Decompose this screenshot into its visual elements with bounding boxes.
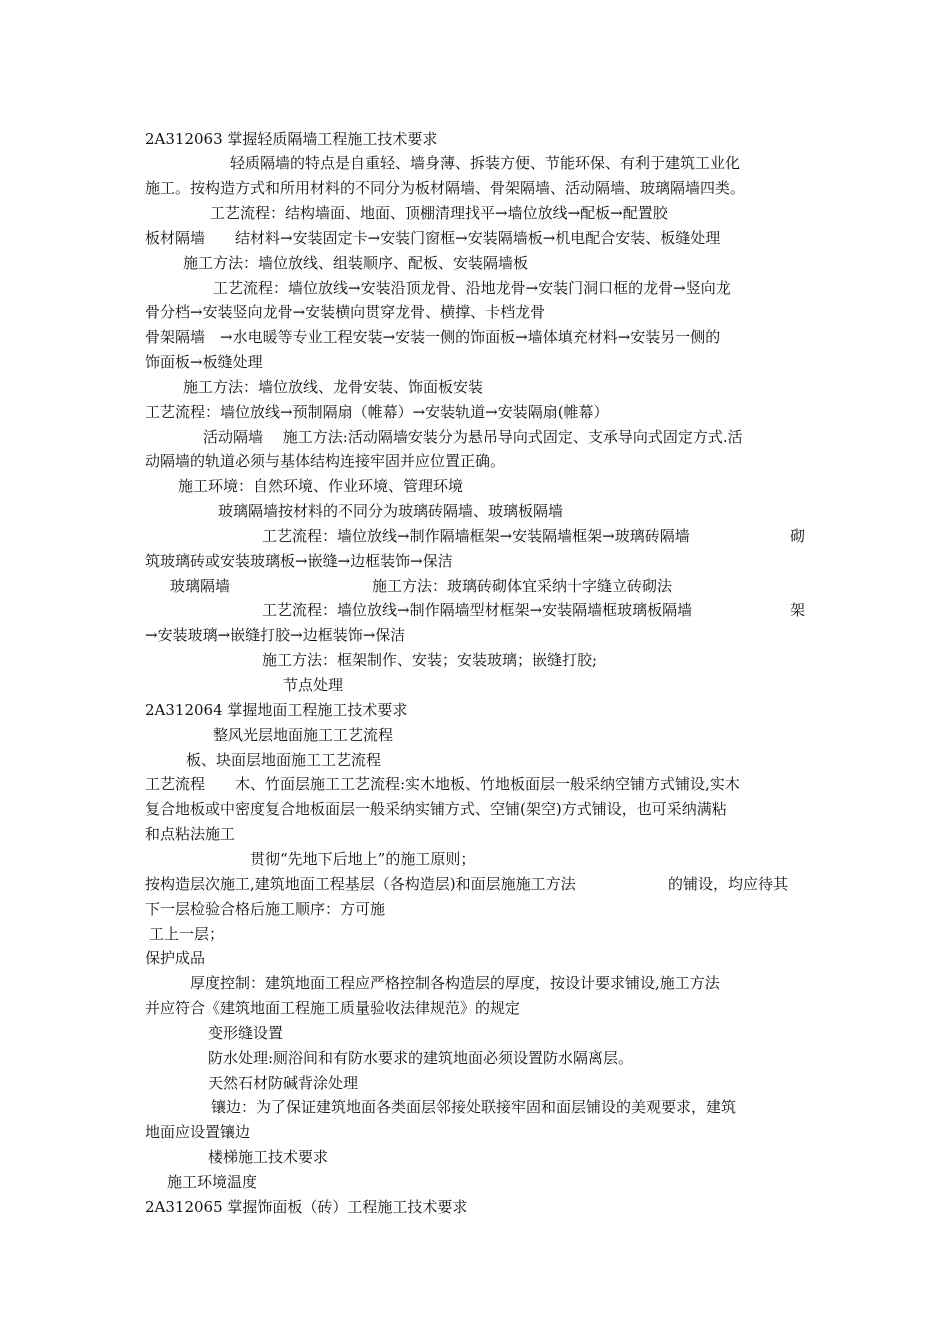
text-line: 骨架隔墙 →水电暖等专业工程安装→安装一侧的饰面板→墙体填充材料→安装另一侧的 xyxy=(145,328,721,346)
text-line: 玻璃隔墙按材料的不同分为玻璃砖隔墙、玻璃板隔墙 xyxy=(218,502,564,520)
text-line: 下一层检验合格后施工顺序：方可施 xyxy=(145,900,386,918)
text-line: 工上一层； xyxy=(149,925,225,943)
text-line: 玻璃隔墙 xyxy=(170,577,231,595)
text-line: 活动隔墙 施工方法:活动隔墙安装分为悬吊导向式固定、支承导向式固定方式.活 xyxy=(203,428,743,446)
text-line: 整风光层地面施工工艺流程 xyxy=(213,726,394,744)
text-line: 动隔墙的轨道必须与基体结构连接牢固并应位置正确。 xyxy=(145,452,506,470)
text-line: 镶边：为了保证建筑地面各类面层邻接处联接牢固和面层铺设的美观要求，建筑 xyxy=(211,1098,737,1116)
text-line: 和点粘法施工 xyxy=(145,825,236,843)
text-line: 节点处理 xyxy=(283,676,344,694)
text-line: 施工方法：墙位放线、组装顺序、配板、安装隔墙板 xyxy=(183,254,529,272)
text-line: 变形缝设置 xyxy=(208,1024,284,1042)
text-line: 施工方法：框架制作、安装；安装玻璃；嵌缝打胶; xyxy=(262,651,598,669)
section-heading-2a312063: 2A312063 掌握轻质隔墙工程施工技术要求 xyxy=(145,130,438,148)
text-line: 工艺流程：墙位放线→制作隔墙框架→安装隔墙框架→玻璃砖隔墙 xyxy=(262,527,690,545)
text-line: 施工环境：自然环境、作业环境、管理环境 xyxy=(178,477,464,495)
text-line: 施工。按构造方式和所用材料的不同分为板材隔墙、骨架隔墙、活动隔墙、玻璃隔墙四类。 xyxy=(145,179,746,197)
text-line: 施工方法：墙位放线、龙骨安装、饰面板安装 xyxy=(183,378,484,396)
section-heading-2a312064: 2A312064 掌握地面工程施工技术要求 xyxy=(145,701,408,719)
text-line: 板材隔墙 结材料→安装固定卡→安装门窗框→安装隔墙板→机电配合安装、板缝处理 xyxy=(145,229,721,247)
text-fragment: 架 xyxy=(790,601,806,619)
text-line: 并应符合《建筑地面工程施工质量验收法律规范》的规定 xyxy=(145,999,521,1017)
text-line: 防水处理:厕浴间和有防水要求的建筑地面必须设置防水隔离层。 xyxy=(208,1049,634,1067)
text-line: 筑玻璃砖或安装玻璃板→嵌缝→边框装饰→保洁 xyxy=(145,552,453,570)
text-line: 保护成品 xyxy=(145,949,206,967)
text-line: 贯彻“先地下后地上”的施工原则； xyxy=(250,850,476,868)
text-line: 楼梯施工技术要求 xyxy=(208,1148,329,1166)
text-fragment: 的铺设，均应待其 xyxy=(668,875,789,893)
text-line: 工艺流程：墙位放线→预制隔扇（帷幕）→安装轨道→安装隔扇(帷幕） xyxy=(145,403,609,421)
text-line: 板、块面层地面施工工艺流程 xyxy=(186,751,382,769)
text-line: 工艺流程 木、竹面层施工工艺流程:实木地板、竹地板面层一般采纳空铺方式铺设,实木 xyxy=(145,775,740,793)
text-line: 地面应设置镶边 xyxy=(145,1123,251,1141)
text-line: 按构造层次施工,建筑地面工程基层（各构造层)和面层施施工方法 xyxy=(145,875,576,893)
text-line: 复合地板或中密度复合地板面层一般采纳实铺方式、空铺(架空)方式铺设，也可采纳满粘 xyxy=(145,800,727,818)
text-line: →安装玻璃→嵌缝打胶→边框装饰→保洁 xyxy=(145,626,406,644)
text-line: 施工环境温度 xyxy=(167,1173,258,1191)
text-line: 工艺流程：墙位放线→安装沿顶龙骨、沿地龙骨→安装门洞口框的龙骨→竖向龙 xyxy=(213,279,731,297)
text-line: 天然石材防碱背涂处理 xyxy=(208,1074,359,1092)
section-heading-2a312065: 2A312065 掌握饰面板（砖）工程施工技术要求 xyxy=(145,1198,468,1216)
text-line: 饰面板→板缝处理 xyxy=(145,353,263,371)
text-line: 工艺流程：墙位放线→制作隔墙型材框架→安装隔墙框玻璃板隔墙 xyxy=(262,601,693,619)
text-line: 工艺流程：结构墙面、地面、顶棚清理找平→墙位放线→配板→配置胶 xyxy=(210,204,668,222)
text-line: 骨分档→安装竖向龙骨→安装横向贯穿龙骨、横撑、卡档龙骨 xyxy=(145,303,546,321)
text-fragment: 砌 xyxy=(790,527,806,545)
text-line: 轻质隔墙的特点是自重轻、墙身薄、拆装方便、节能环保、有利于建筑工业化 xyxy=(230,154,741,172)
text-line: 施工方法：玻璃砖砌体宜采纳十字缝立砖砌法 xyxy=(372,577,673,595)
text-line: 厚度控制：建筑地面工程应严格控制各构造层的厚度，按设计要求铺设,施工方法 xyxy=(190,974,720,992)
